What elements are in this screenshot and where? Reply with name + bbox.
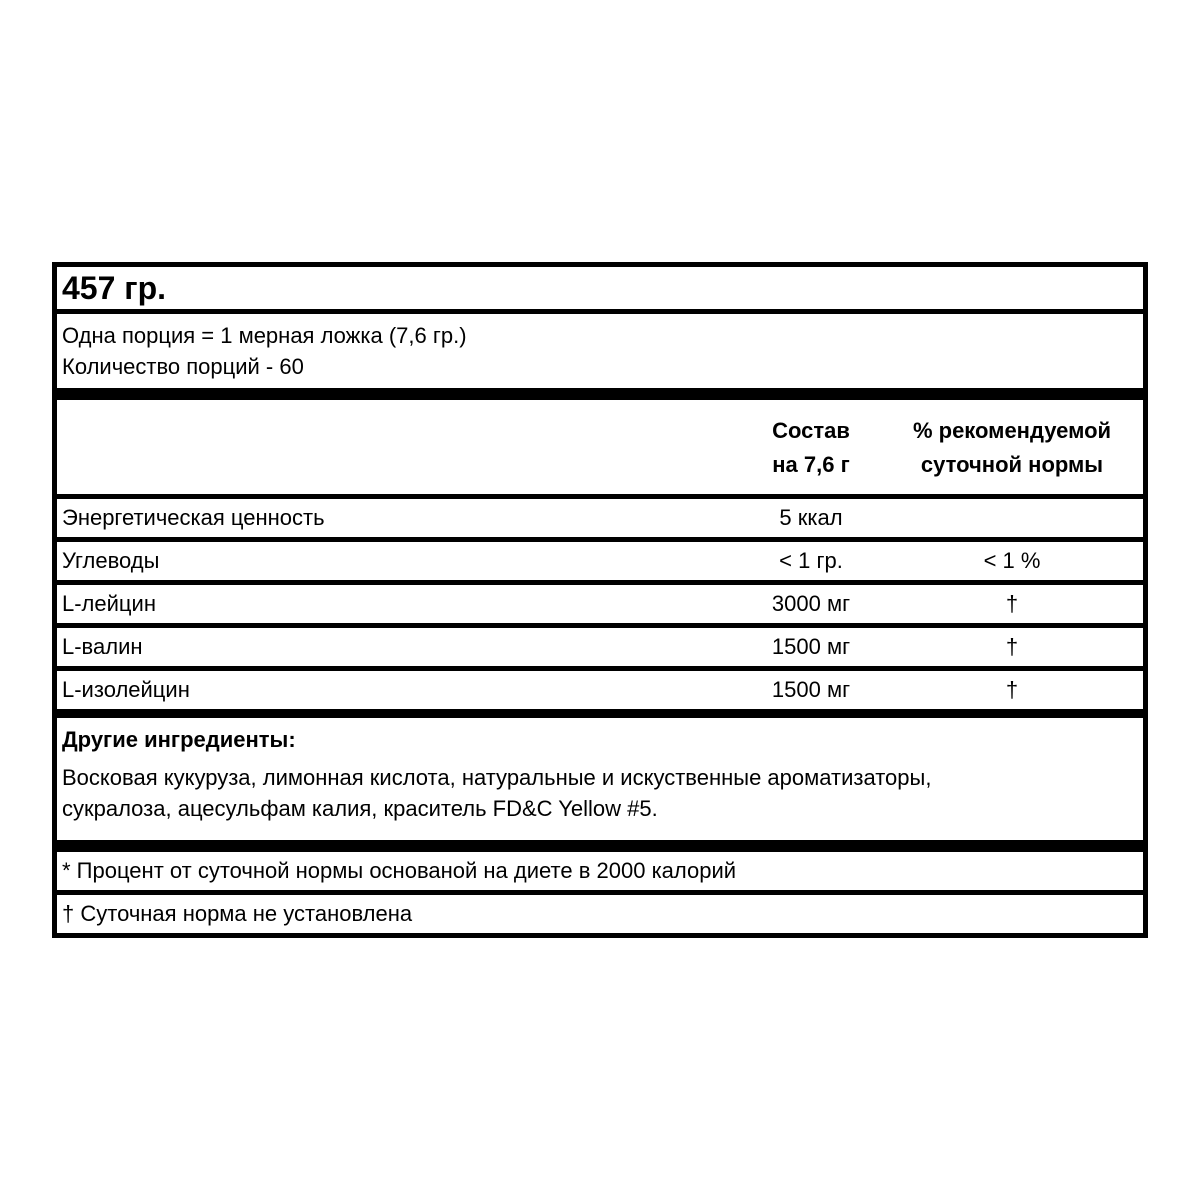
nutrient-name: Энергетическая ценность bbox=[62, 505, 325, 530]
header-amount-line1: Состав bbox=[772, 418, 850, 443]
table-row bbox=[57, 671, 1143, 709]
header-daily-value-line2: суточной нормы bbox=[920, 452, 1104, 477]
title-row bbox=[57, 267, 1143, 309]
nutrient-daily-value: † bbox=[1005, 591, 1019, 616]
footnote-dagger-row bbox=[57, 895, 1143, 933]
footnote-percent-row bbox=[57, 852, 1143, 890]
serving-info-row bbox=[57, 314, 1143, 388]
nutrition-facts-panel bbox=[52, 262, 1148, 938]
other-ingredients-section bbox=[57, 718, 1143, 840]
header-amount-line2: на 7,6 г bbox=[772, 452, 850, 477]
nutrient-amount: 3000 мг bbox=[771, 591, 851, 616]
package-weight-title: 457 гр. bbox=[62, 270, 167, 306]
nutrient-name: L-лейцин bbox=[62, 591, 156, 616]
table-row bbox=[57, 542, 1143, 580]
other-ingredients-heading: Другие ингредиенты: bbox=[62, 727, 296, 752]
other-ingredients-text-line1: Восковая кукуруза, лимонная кислота, натуральные и искуственные ароматизаторы, bbox=[62, 765, 932, 790]
nutrient-daily-value: † bbox=[1005, 634, 1019, 659]
nutrient-amount: 1500 мг bbox=[771, 677, 851, 702]
other-ingredients-text-line2: сукралоза, ацесульфам калия, краситель FD&C Yellow #5. bbox=[62, 796, 658, 821]
nutrient-amount: < 1 гр. bbox=[779, 548, 843, 573]
daily-value-not-established-footnote: † Суточная норма не установлена bbox=[62, 901, 413, 926]
percent-daily-value-footnote: * Процент от суточной нормы основаной на диете в 2000 калорий bbox=[62, 858, 737, 883]
table-header-row bbox=[57, 400, 1143, 494]
nutrient-name: Углеводы bbox=[62, 548, 160, 573]
table-row bbox=[57, 628, 1143, 666]
nutrient-name: L-изолейцин bbox=[62, 677, 190, 702]
header-daily-value-line1: % рекомендуемой bbox=[912, 418, 1112, 443]
table-row bbox=[57, 585, 1143, 623]
nutrient-daily-value: † bbox=[1005, 677, 1019, 702]
nutrient-amount: 5 ккал bbox=[779, 505, 843, 530]
servings-count-text: Количество порций - 60 bbox=[62, 354, 304, 379]
nutrient-amount: 1500 мг bbox=[771, 634, 851, 659]
nutrient-name: L-валин bbox=[62, 634, 143, 659]
table-row bbox=[57, 499, 1143, 537]
serving-size-text: Одна порция = 1 мерная ложка (7,6 гр.) bbox=[62, 323, 467, 348]
nutrient-daily-value: < 1 % bbox=[983, 548, 1041, 573]
